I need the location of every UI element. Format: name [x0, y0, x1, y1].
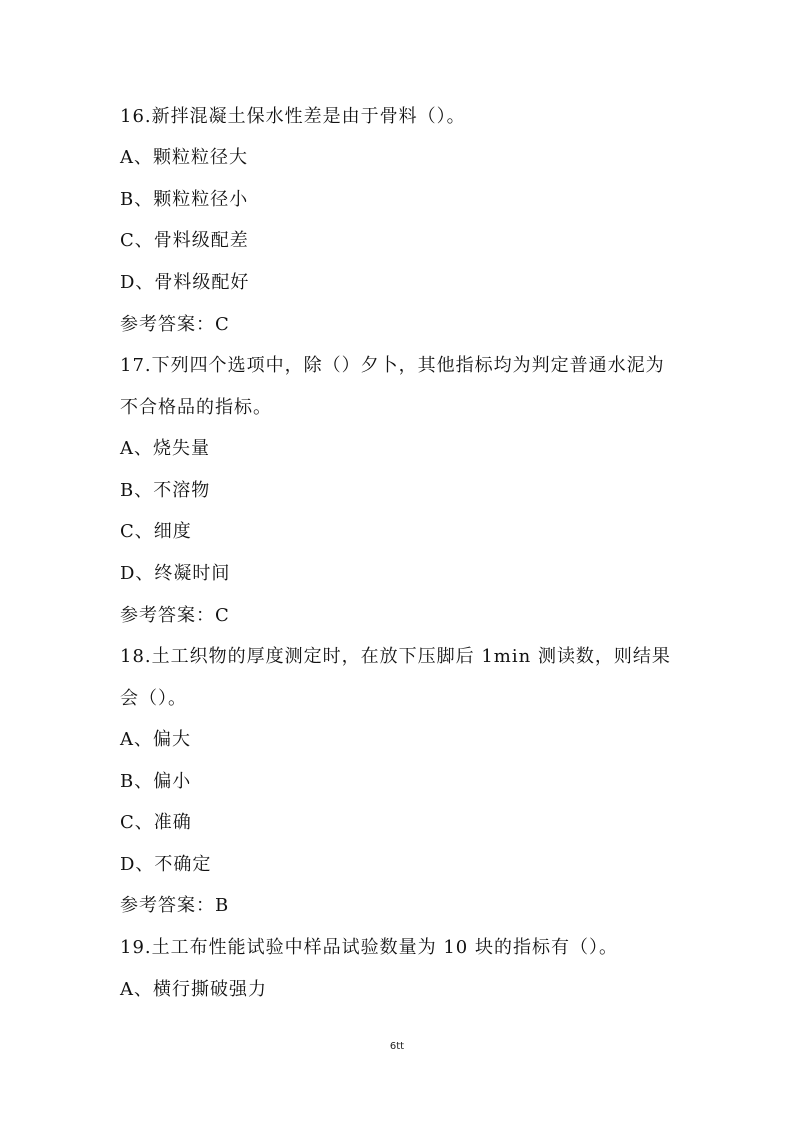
- question-18-stem-line-1: 18.土工织物的厚度测定时，在放下压脚后 1min 测读数，则结果: [120, 646, 671, 667]
- question-16-option-d: D、骨料级配好: [120, 272, 250, 293]
- question-19-option-a: A、横行撕破强力: [120, 979, 267, 1000]
- question-16-stem: 16.新拌混凝土保水性差是由于骨料（）。: [120, 106, 466, 127]
- question-16-option-b: B、颗粒粒径小: [120, 189, 249, 210]
- question-17-answer: 参考答案：C: [120, 605, 230, 626]
- question-17-stem-line-1: 17.下列四个选项中，除（）夕卜，其他指标均为判定普通水泥为: [120, 355, 665, 376]
- question-16-option-a: A、颗粒粒径大: [120, 147, 248, 168]
- question-16-answer: 参考答案：C: [120, 314, 230, 335]
- question-17-option-c: C、细度: [120, 521, 192, 542]
- question-17-option-a: A、烧失量: [120, 438, 210, 459]
- question-18-option-b: B、偏小: [120, 771, 192, 792]
- question-18-option-d: D、不确定: [120, 854, 212, 875]
- question-16-option-c: C、骨料级配差: [120, 230, 249, 251]
- question-17-option-d: D、终凝时间: [120, 563, 231, 584]
- question-19-stem: 19.土工布性能试验中样品试验数量为 10 块的指标有（）。: [120, 937, 618, 958]
- question-18-answer: 参考答案：B: [120, 895, 230, 916]
- question-18-stem-line-2: 会（）。: [120, 688, 187, 709]
- question-18-option-a: A、偏大: [120, 729, 191, 750]
- question-17-stem-line-2: 不合格品的指标。: [120, 397, 272, 418]
- question-18-option-c: C、准确: [120, 812, 192, 833]
- page-footer: 6tt: [389, 1041, 405, 1052]
- question-17-option-b: B、不溶物: [120, 480, 211, 501]
